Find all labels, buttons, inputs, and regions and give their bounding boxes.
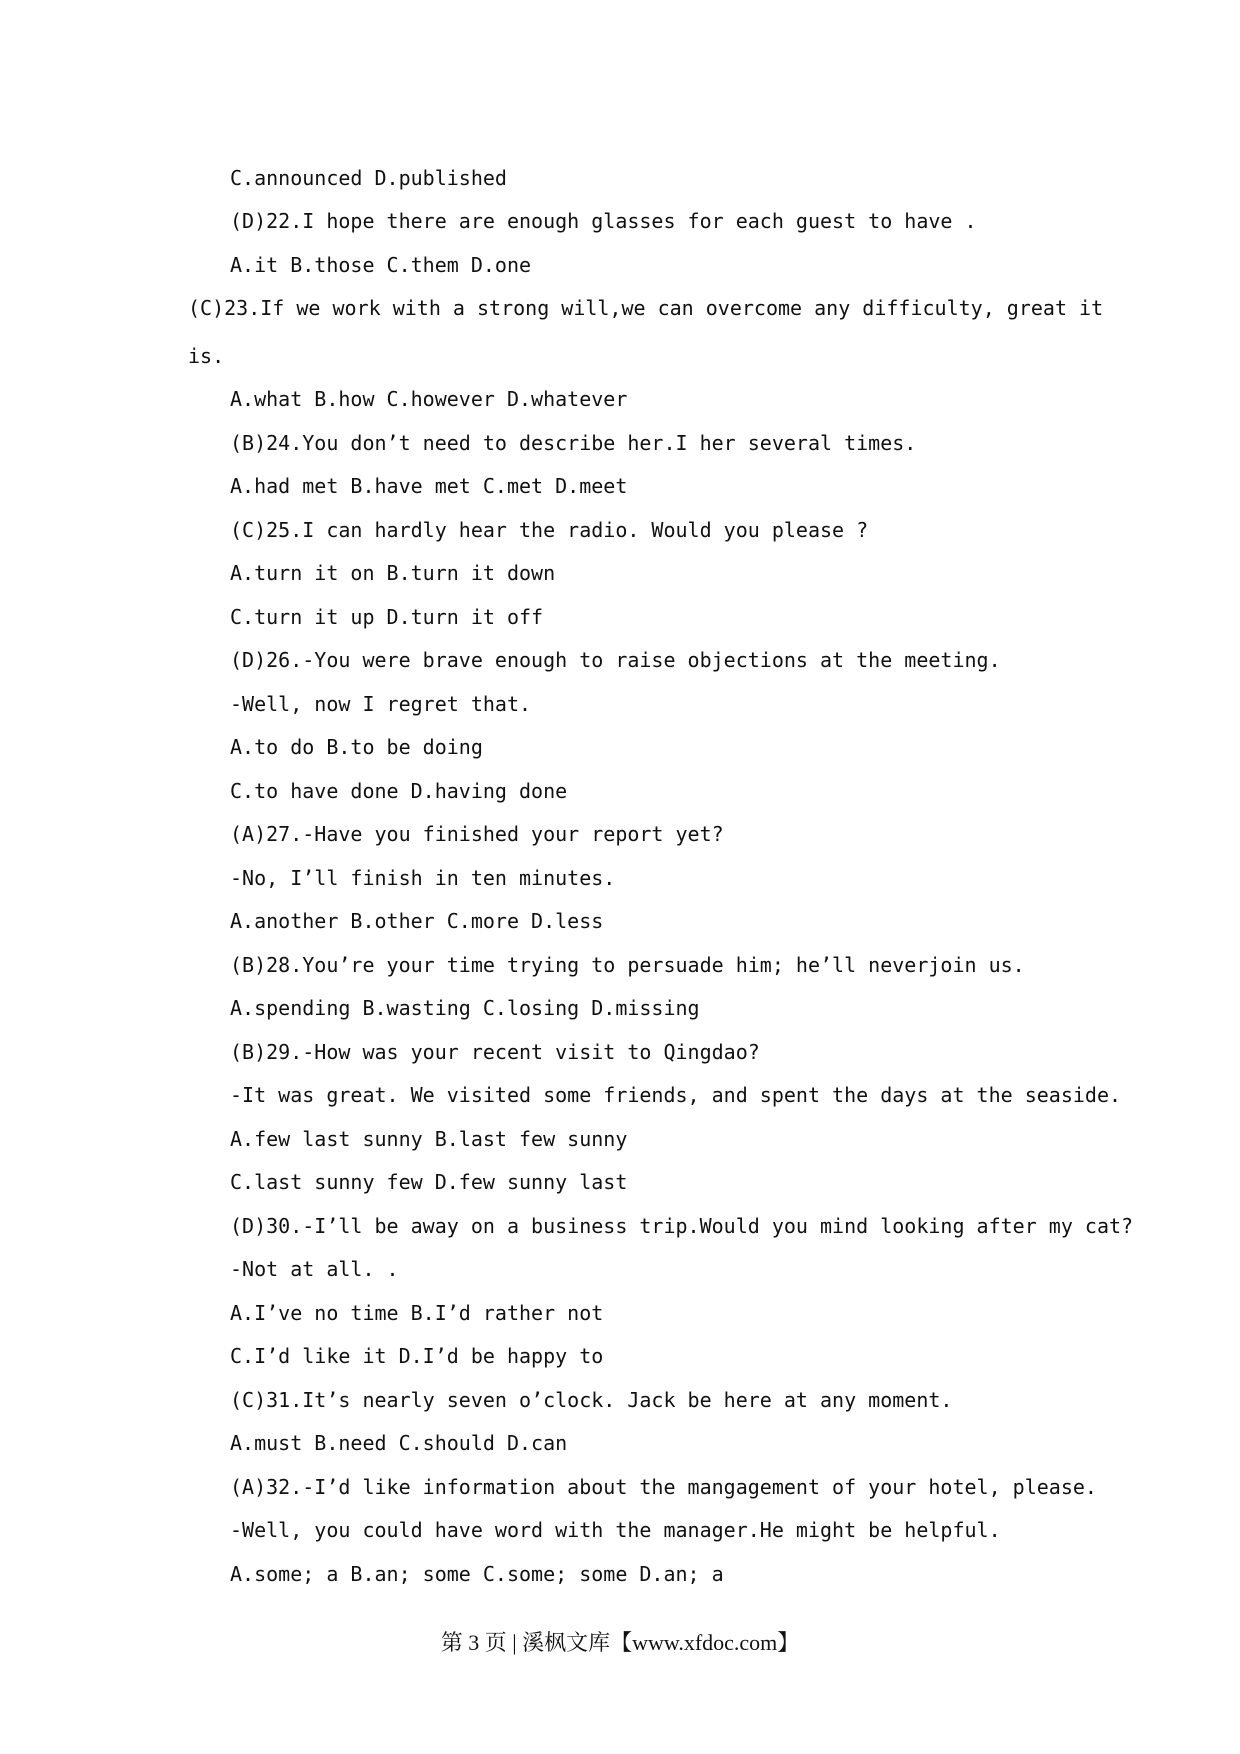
text-line: is.: [188, 344, 225, 368]
text-line: C.to have done D.having done: [230, 779, 568, 803]
text-line: (B)24.You don’t need to describe her.I her several times.: [230, 431, 917, 455]
text-line: (B)28.You’re your time trying to persuade him; he’ll neverjoin us.: [230, 953, 1025, 977]
text-line: C.I’d like it D.I’d be happy to: [230, 1344, 604, 1368]
text-line: -It was great. We visited some friends, and spent the days at the seaside.: [230, 1083, 1122, 1107]
text-line: A.turn it on B.turn it down: [230, 561, 556, 585]
text-line: A.spending B.wasting C.losing D.missing: [230, 996, 700, 1020]
text-line: -No, I’ll finish in ten minutes.: [230, 866, 616, 890]
text-line: (D)22.I hope there are enough glasses for each guest to have .: [230, 209, 977, 233]
text-line: A.it B.those C.them D.one: [230, 253, 532, 277]
text-line: A.to do B.to be doing: [230, 735, 483, 759]
text-line: C.announced D.published: [230, 166, 507, 190]
text-line: A.what B.how C.however D.whatever: [230, 387, 628, 411]
text-line: (C)23.If we work with a strong will,we can overcome any difficulty, great it: [188, 296, 1104, 320]
text-line: A.another B.other C.more D.less: [230, 909, 604, 933]
text-line: -Well, now I regret that.: [230, 692, 532, 716]
text-line: -Not at all. .: [230, 1257, 399, 1281]
text-line: (D)30.-I’ll be away on a business trip.Would you mind looking after my cat?: [230, 1214, 1134, 1238]
text-line: (D)26.-You were brave enough to raise objections at the meeting.: [230, 648, 1001, 672]
text-line: A.must B.need C.should D.can: [230, 1431, 568, 1455]
text-line: -Well, you could have word with the manager.He might be helpful.: [230, 1518, 1001, 1542]
page-footer: 第 3 页 | 溪枫文库【www.xfdoc.com】: [440, 1630, 800, 1655]
text-line: (A)32.-I’d like information about the mangagement of your hotel, please.: [230, 1475, 1097, 1499]
text-line: A.I’ve no time B.I’d rather not: [230, 1301, 604, 1325]
text-line: A.few last sunny B.last few sunny: [230, 1127, 628, 1151]
text-line: C.turn it up D.turn it off: [230, 605, 544, 629]
text-line: (B)29.-How was your recent visit to Qingdao?: [230, 1040, 760, 1064]
text-line: (A)27.-Have you finished your report yet?: [230, 822, 724, 846]
text-line: (C)31.It’s nearly seven o’clock. Jack be here at any moment.: [230, 1388, 953, 1412]
text-line: A.had met B.have met C.met D.meet: [230, 474, 628, 498]
text-line: (C)25.I can hardly hear the radio. Would you please ?: [230, 518, 869, 542]
text-line: A.some; a B.an; some C.some; some D.an; a: [230, 1562, 724, 1586]
text-line: C.last sunny few D.few sunny last: [230, 1170, 628, 1194]
